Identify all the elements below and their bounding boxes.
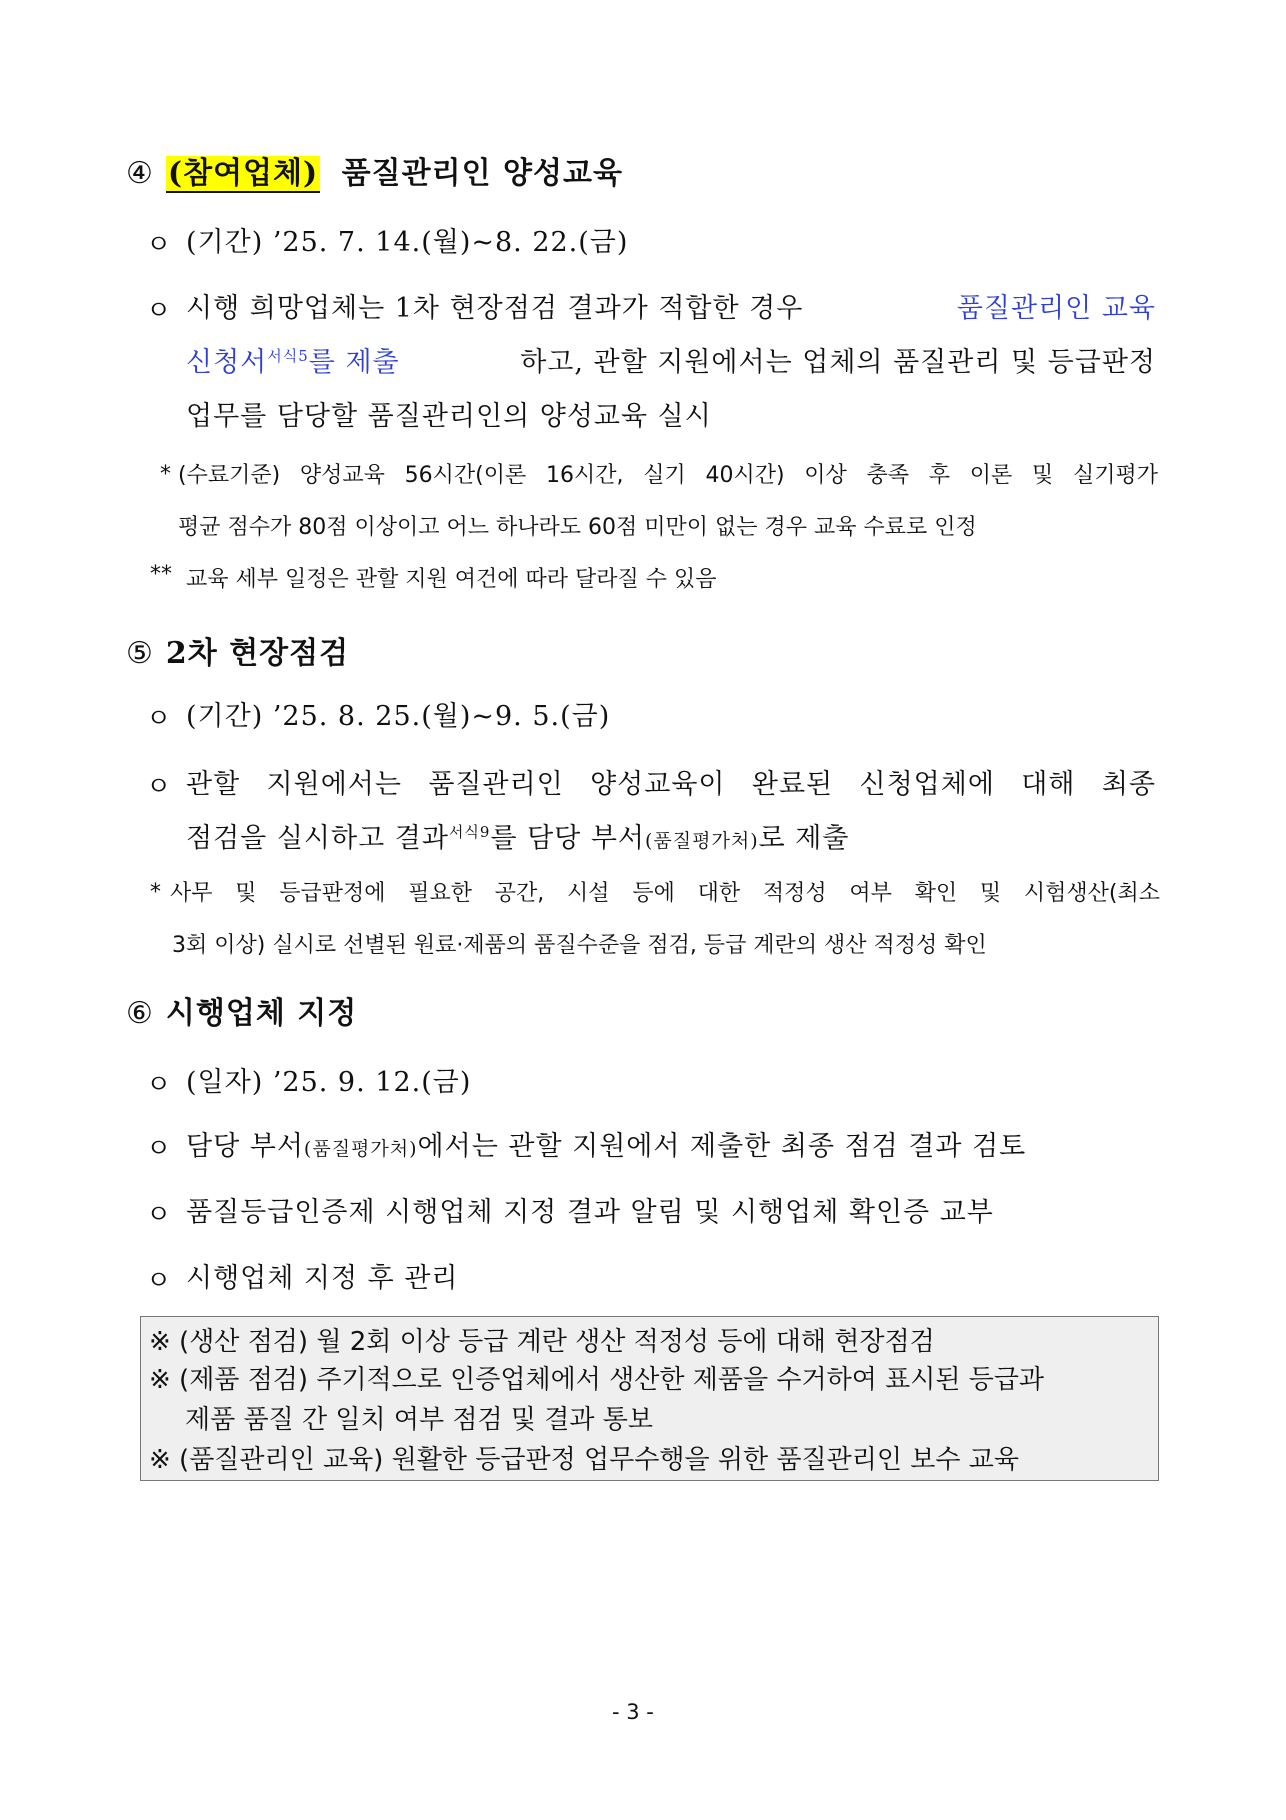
box-line-4: ※ (품질관리인 교육) 원활한 등급판정 업무수행을 위한 품질관리인 보수 교육 xyxy=(149,1445,1019,1475)
bullet-icon: ㅇ xyxy=(146,1200,172,1230)
s4-paragraph-line-1 xyxy=(186,286,1156,325)
s5-period: (기간) ’25. 8. 25.(월)~9. 5.(금) xyxy=(186,701,611,732)
text-span: 담당 부서 xyxy=(186,1131,304,1162)
section-number: ⑤ xyxy=(126,636,154,671)
s5-note-line-2: 3회 이상) 실시로 선별된 원료·제품의 품질수준을 점검, 등급 계란의 생산 적정성 확인 xyxy=(172,933,987,958)
section-title: 품질관리인 양성교육 xyxy=(341,156,623,191)
s4-period: (기간) ’25. 7. 14.(월)~8. 22.(금) xyxy=(186,227,629,258)
bullet-icon: ㅇ xyxy=(146,1266,172,1296)
s4-note-1-line-1 xyxy=(178,458,1158,489)
text-span: 관할 지원에서는 품질관리인 양성교육이 완료된 신청업체에 대해 최종 xyxy=(186,769,1156,800)
s4-paragraph-line-3: 업무를 담당할 품질관리인의 양성교육 실시 xyxy=(186,401,712,432)
text-span: 를 담당 부서 xyxy=(490,823,646,854)
section-title: 2차 현장점검 xyxy=(165,636,350,671)
s4-paragraph-line-2 xyxy=(186,340,1156,379)
section-number: ⑥ xyxy=(126,996,154,1031)
dept-name: (품질평가처) xyxy=(303,1138,418,1160)
text-span: 시행 희망업체는 1차 현장점검 결과가 적합한 경우 xyxy=(186,293,804,324)
s5-note-line-1 xyxy=(170,876,1160,907)
highlight-text: 품질관리인 교육 xyxy=(956,293,1156,324)
note-mark: * xyxy=(160,462,171,487)
section-number: ④ xyxy=(126,156,154,191)
text-span: 하고, 관할 지원에서는 업체의 품질관리 및 등급판정 xyxy=(520,347,1156,378)
box-line-1: ※ (생산 점검) 월 2회 이상 등급 계란 생산 적정성 등에 대해 현장점검 xyxy=(149,1327,935,1357)
section-6-heading xyxy=(126,988,357,1032)
note-mark: * xyxy=(150,880,161,905)
section-title: 시행업체 지정 xyxy=(165,996,358,1031)
text-span: 점검을 실시하고 결과 xyxy=(186,823,449,854)
bullet-icon: ㅇ xyxy=(146,1134,172,1164)
management-notes-box xyxy=(140,1316,1159,1481)
form-superscript: 서식9 xyxy=(448,823,491,841)
note-mark: ** xyxy=(150,562,172,587)
bullet-icon: ㅇ xyxy=(146,772,172,802)
box-line-2 xyxy=(149,1359,1149,1396)
note-text: (수료기준) 양성교육 56시간(이론 16시간, 실기 40시간) 이상 충족 후 이론 및 실기평가 xyxy=(178,463,1158,488)
page-number: - 3 - xyxy=(612,1700,654,1724)
box-line-3: 제품 품질 간 일치 여부 점검 및 결과 통보 xyxy=(185,1405,653,1435)
bullet-icon: ㅇ xyxy=(146,704,172,734)
s6-paragraph-3: 시행업체 지정 후 관리 xyxy=(186,1263,459,1294)
text-span: 에서는 관할 지원에서 제출한 최종 점검 결과 검토 xyxy=(417,1131,1027,1162)
form-superscript: 서식5 xyxy=(267,347,309,365)
s5-paragraph-line-1 xyxy=(186,762,1156,801)
s5-paragraph-line-2 xyxy=(186,816,849,855)
s6-date: (일자) ’25. 9. 12.(금) xyxy=(186,1067,472,1098)
participant-tag: (참여업체) xyxy=(167,156,319,191)
bullet-icon: ㅇ xyxy=(146,296,172,326)
text-span: 로 제출 xyxy=(758,823,850,854)
bullet-icon: ㅇ xyxy=(146,1070,172,1100)
section-5-heading xyxy=(126,628,349,672)
note-text: 사무 및 등급판정에 필요한 공간, 시설 등에 대한 적정성 여부 확인 및 시험생산(최소 xyxy=(170,881,1160,906)
highlight-text: 를 제출 xyxy=(308,347,400,378)
box-line-text: ※ (제품 점검) 주기적으로 인증업체에서 생산한 제품을 수거하여 표시된 등급과 xyxy=(149,1365,1045,1395)
s6-paragraph-1 xyxy=(186,1124,1026,1163)
section-4-heading xyxy=(126,148,623,192)
dept-name: (품질평가처) xyxy=(645,830,759,852)
s6-paragraph-2: 품질등급인증제 시행업체 지정 결과 알림 및 시행업체 확인증 교부 xyxy=(186,1197,994,1228)
s4-note-2: 교육 세부 일정은 관할 지원 여건에 따라 달라질 수 있음 xyxy=(186,567,717,592)
bullet-icon: ㅇ xyxy=(146,230,172,260)
highlight-text: 신청서 xyxy=(186,347,268,378)
s4-note-1-line-2: 평균 점수가 80점 이상이고 어느 하나라도 60점 미만이 없는 경우 교육 수료로 인정 xyxy=(178,515,977,540)
